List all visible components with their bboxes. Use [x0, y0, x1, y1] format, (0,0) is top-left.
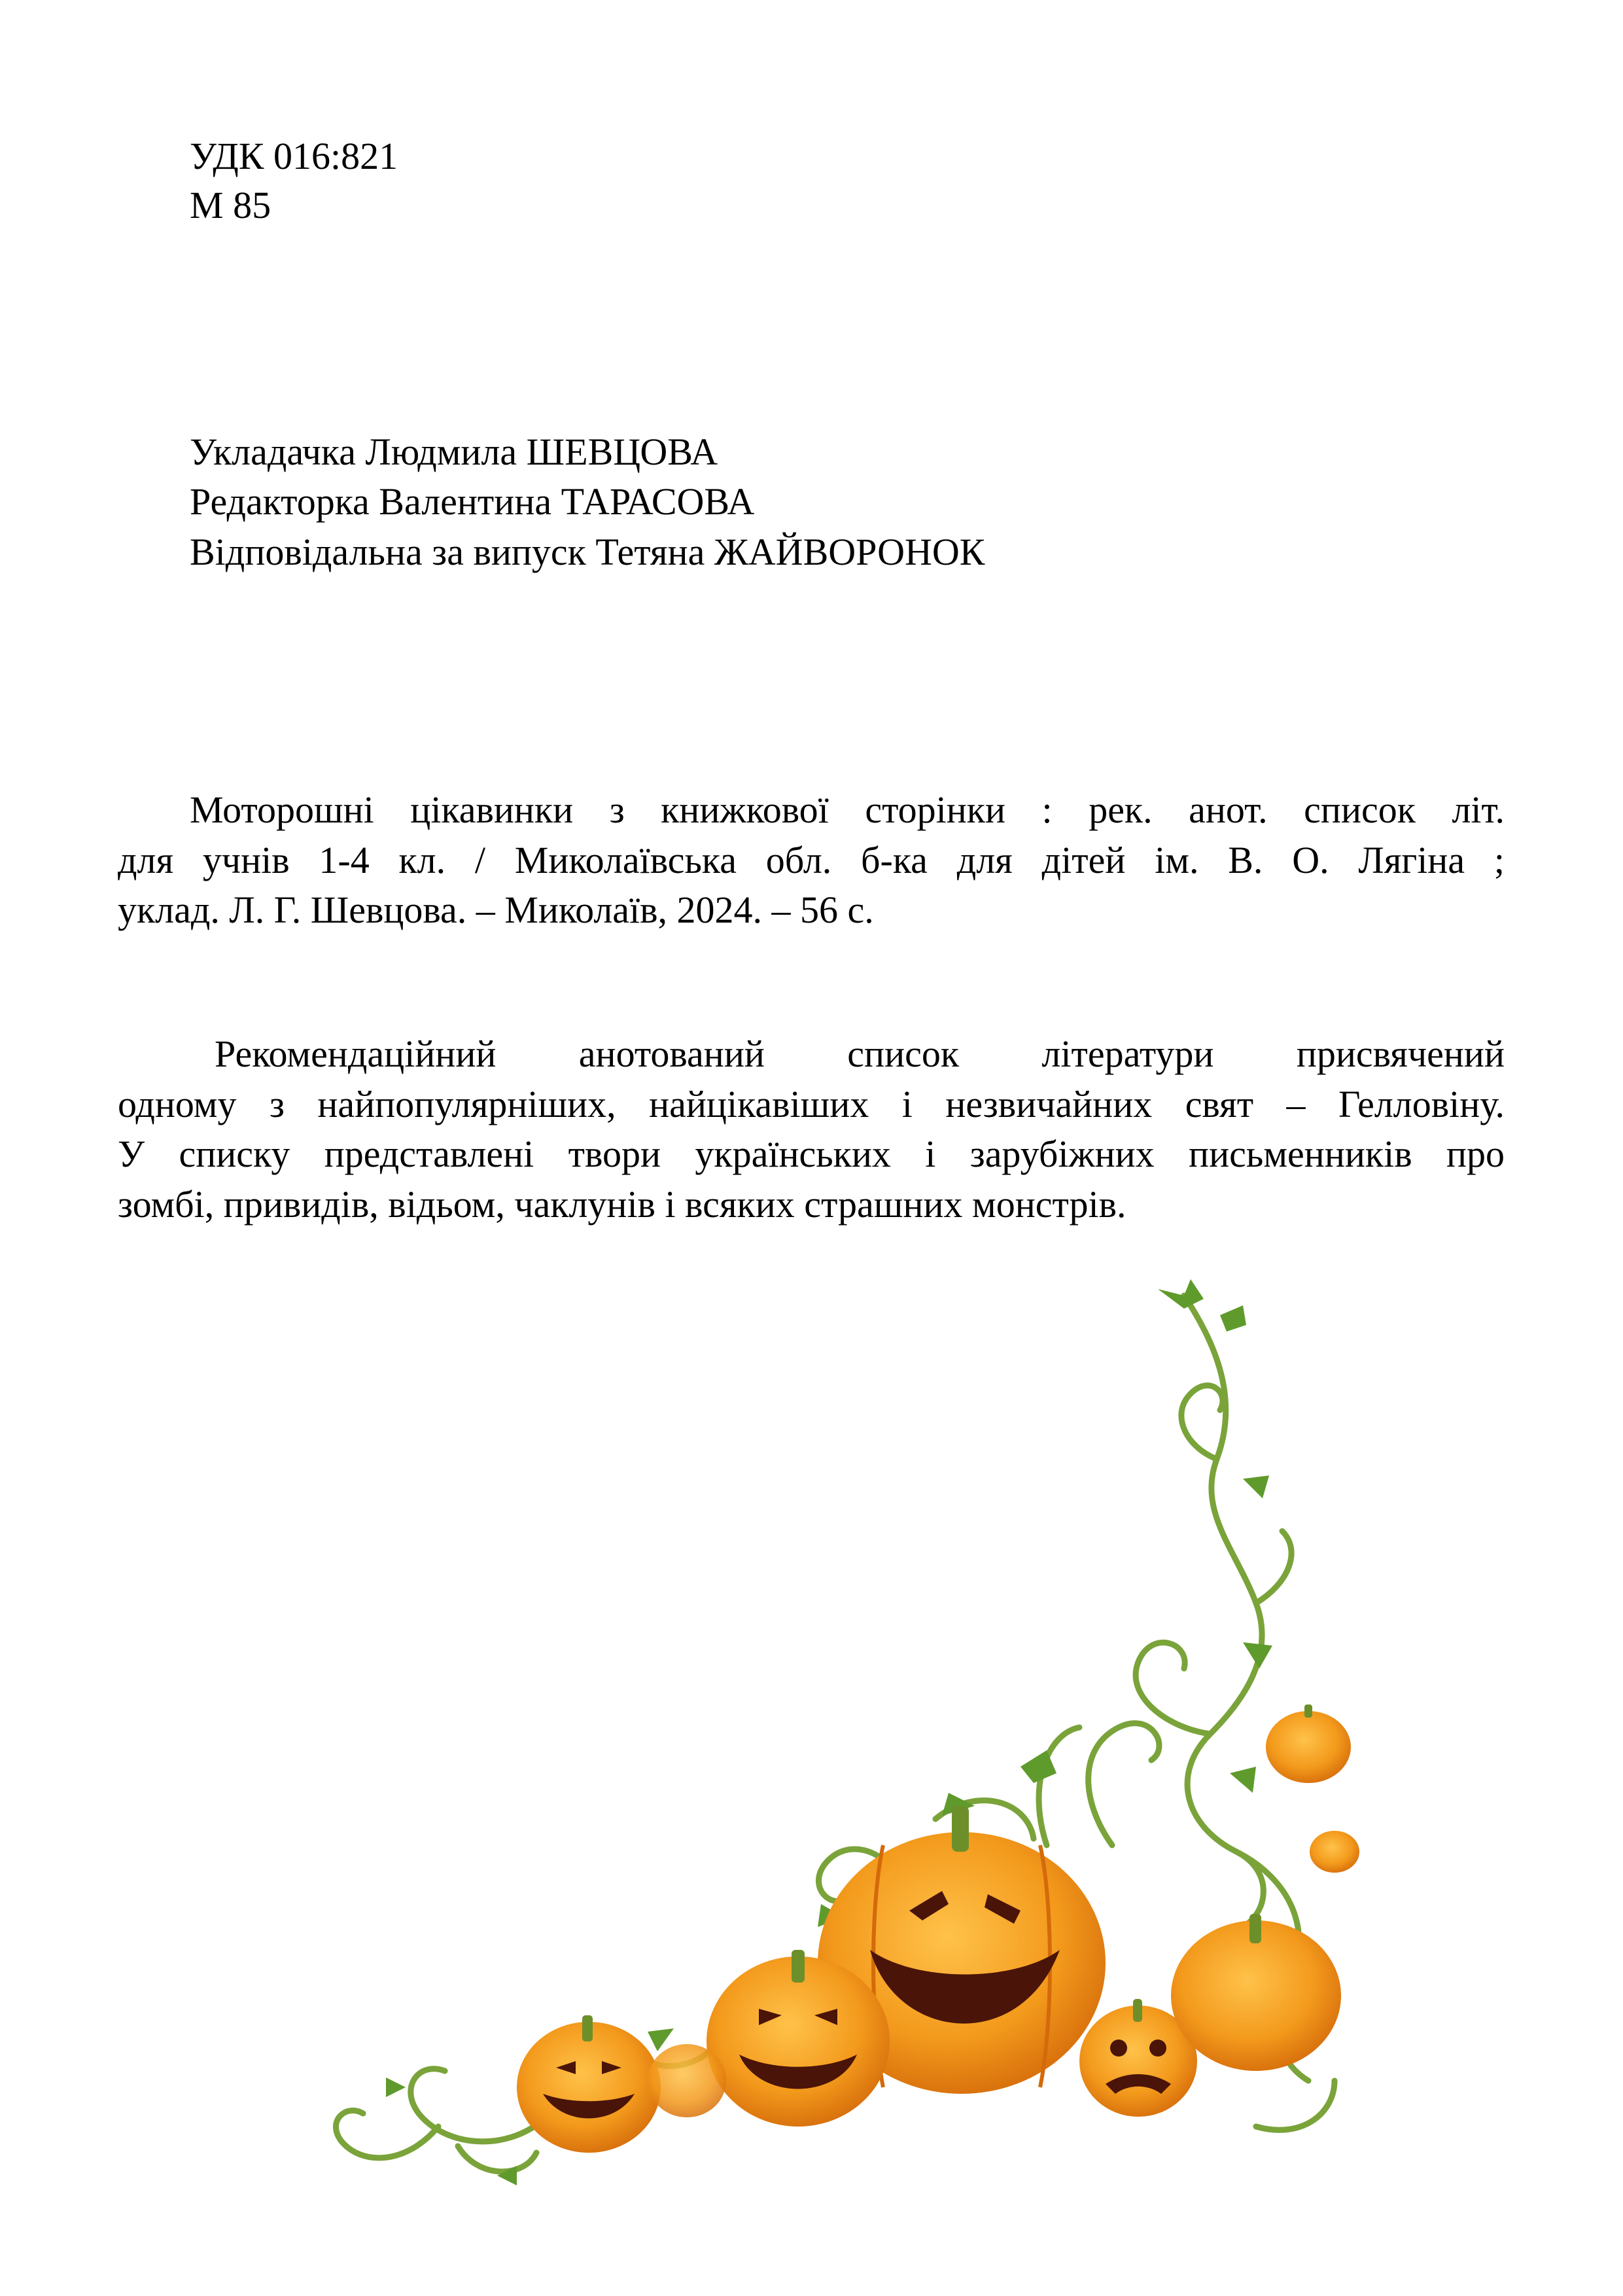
annotation-line: одному з найпопулярніших, найцікавіших і незвичайних свят – Гелловіну. [118, 1082, 1505, 1125]
annotation [118, 1029, 1505, 1229]
annotation-line: зомбі, привидів, відьом, чаклунів і всяких страшних монстрів. [118, 1182, 1126, 1226]
bibliographic-description [118, 785, 1505, 936]
credit-responsible: Відповідальна за випуск Тетяна ЖАЙВОРОНОК [190, 531, 985, 573]
credit-compiler: Укладачка Людмила ШЕВЦОВА [190, 431, 718, 473]
credit-editor: Редакторка Валентина ТАРАСОВА [190, 480, 755, 523]
pumpkin-tiny-left [648, 2044, 726, 2117]
annotation-line: Рекомендаційний анотований список літератури присвячений [215, 1033, 1505, 1075]
pumpkin-hanging-upper [1266, 1704, 1351, 1783]
annotation-line: У списку представлені твори українських і зарубіжних письменників про [118, 1133, 1505, 1175]
bib-line: для учнів 1-4 кл. / Миколаївська обл. б-ка для дітей ім. В. О. Лягіна ; [118, 838, 1505, 881]
udk-code: УДК 016:821 [190, 135, 398, 177]
bib-line: уклад. Л. Г. Шевцова. – Миколаїв, 2024. – 56 с. [118, 889, 874, 931]
author-mark: М 85 [190, 184, 271, 226]
pumpkin-small-left [517, 2015, 661, 2153]
pumpkin-hanging-lower [1310, 1831, 1359, 1873]
bib-line: Моторошні цікавинки з книжкової сторінки : рек. анот. список літ. [190, 788, 1505, 831]
pumpkin-plain-right [1171, 1914, 1341, 2071]
pumpkin-vine-illustration [307, 1276, 1439, 2212]
